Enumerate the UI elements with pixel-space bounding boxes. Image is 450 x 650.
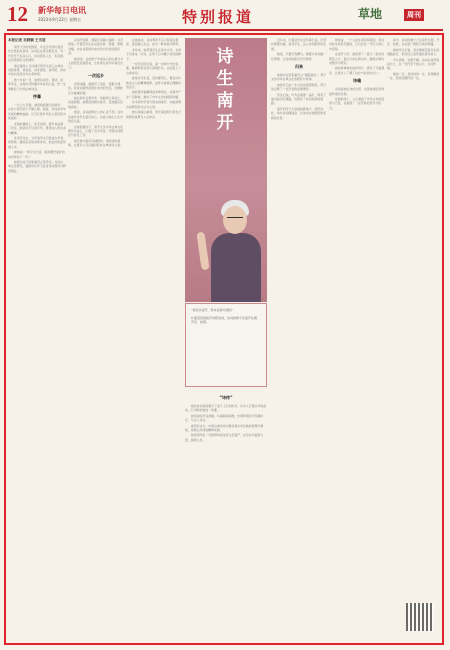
header-rule bbox=[7, 29, 443, 31]
subhead-1: 序幕 bbox=[33, 94, 41, 100]
subhead-4: 归来 bbox=[295, 64, 303, 70]
portrait-glasses bbox=[227, 217, 243, 222]
article-byline: 本报记者 吴晓颖 王书迎 bbox=[8, 38, 46, 42]
brand-sub: 周刊 bbox=[404, 9, 424, 21]
article-column-1: 本报记者 吴晓颖 王书迎 南开大学的校园里，年近百岁的叶嘉莹先生依旧在讲诗，诗词在这里生根发芽，为一代代学子点亮心灯。诗词里有人生，有家国，也有绵延的文化情怀。 她在课堂上以吟诵引领学生进入古典诗词的世界，讲杜甫、讲李商隐、讲苏轼，讲诗中的兴发感动与生命体悟。 数十年如一日，她坚持讲学、著述、培养学生，在海内外传播中华诗词之美，把一生奉献给了中国古典诗词。 序幕 一九七九年春，她回到祖国大陆讲学，从此与南开结下不解之缘。她说，诗词是中华民族的精神血脉，应当让更多年轻人感受其中的美好。 在她的课堂上，座无虚席，窗外也站满了学生。她讲诗不仅讲字句，更讲诗人的生命与精神。 许多年过去，当年的学生已经成为学者和教师，继续在各地讲授诗词，把这份热爱传递下去。 她常说：“我平生志意，就是要把美好的诗词传给下一代。” 她捐出自己的积蓄设立奖学金，支持古典文化研究，鼓励年轻学子投身诗词教育与研究事业。 bbox=[8, 38, 66, 173]
paper-name: 新华每日电讯 bbox=[38, 6, 86, 15]
person-portrait bbox=[205, 200, 261, 302]
portrait-body bbox=[211, 233, 261, 302]
caption-line-2: 叶嘉莹回到南开讲授诗词，诗词的种子在南开生根、开花、结果。 bbox=[191, 315, 261, 325]
brand-name: 草地 bbox=[358, 7, 383, 21]
article-column-2: 在南开园里，迦陵学舍静立湖畔，书声琅琅。叶嘉莹先生在这里会客、授课、整理书稿，也在这里接待来自四方的诗词爱好者。 她讲诗，总能把千年前诗人的心绪与今人的感受连接起来，让听者在诗句中看见自己。 一次返乡 回望来路，她经历了战乱、离散与漂泊，但诗词始终是她生命中的光亮，支撑她走过重重困境。 她在海外任教多年，却始终心系故土。每逢假期，她都回到国内讲学，足迹遍及各地高校。 她说，诗词能够让人的心灵不死。这句话被许多学生铭记在心，也成为他们人生中的座右铭。 在她的推动下，南开大学中华古典文化研究所成立，汇聚了众多学者，开展诗词研究与普及工作。 她还参与编写吟诵教材，录制讲座视频，让更多人可以随时聆听古典诗词之美。 bbox=[68, 38, 124, 148]
subhead-2: 一次返乡 bbox=[88, 72, 104, 78]
subhead-3: “诗传” bbox=[219, 395, 233, 400]
article-column-7: 如今，诗词的种子已在南开生根、开花、结果，也在更广阔的天地间传播。 她的学生们说，将会继续沿着先生的道路前行，把诗词之美传递给更多的人。 岁月流转，弦歌不辍。诗词在南开的讲台上，在一代代学子的心中，永远传唱。 她的一生，是诗词的一生，是奉献的一生，是家国情怀的一生。 bbox=[387, 38, 440, 81]
photo-title: 诗生南开 bbox=[216, 47, 234, 133]
page-number: 12 bbox=[7, 2, 28, 26]
article-column-5: 近年来，叶嘉莹先生虽年事已高，仍坚持整理书稿，指导学生，关心诗词教育的发展。 她说，只要还有精力，就要为诗词做一些事情，让诗词的薪火代代相传。 归来 她捐出全部积蓄设立“迦陵基金”，用于支持中华古典文化的研究与传承。 她把自己的一生与诗词紧紧相连，用行动诠释了一位学者的家国情怀。 学生们说，叶先生就像一盏灯，照亮了他们前行的道路，也照亮了诗词传承的道路。 南开的学子们在她的影响下，组织诗社，举办诗词朗诵会，让诗词在校园里焕发新的生机。 bbox=[271, 38, 327, 120]
article-column-6: 她常说，一个人的生命是有限的，但诗词的生命是无限的，它们会在一代代人的心中延续。 在南开大学，她培养了一批又一批诗词研究人才，他们分布在海内外，继续从事诗词教学与研究。 她的故事被拍成纪录片，感动了无数观众，让更多人了解了这位“诗词的女儿”。 诗魂 诗词是她生命的全部，也是她留给世界最珍贵的礼物。 在她的身上，人们看到了中华文化的温度与力量，也看到了一位学者的坚守与担当。 bbox=[329, 38, 385, 110]
article-column-4: “诗传” 她的诗词讲座吸引了成千上万的听众，许多人专程从外地赶来，只为聆听她的一堂课。 她讲诗时声音清朗，吟诵抑扬顿挫，仿佛带领听众穿越时空，与古人对话。 她坚持认为，中国古典诗词中蕴含着中华民族的智慧与情感，是我们共同的精神家园。 她希望年轻一代能够珍视这份文化遗产，在诗词中汲取力量，涵养心灵。 bbox=[185, 395, 267, 442]
article-column-3: 在她看来，诗词教育不应只停留在课堂，更应融入生活，成为一种审美与修养。 多年来，她带领学生走进中小学，为孩子们讲诗、吟诗，在孩子心中播下诗词的种子。 一位学生回忆说，第一次听叶先生讲课，就被那份从容与深情打动，从此爱上了古典诗词。 她常对学生说，读诗要用心，要在诗中体会古人的精神境界，这样才能真正理解诗的意义。 她的著作被翻译成多种语言，在海外产生广泛影响，推动了中华文化的国际传播。 许多海外学者专程来到南开，向她请教诗词研究的方法与心得。 她总是耐心解答，毫无保留地分享自己的研究成果与人生体会。 bbox=[126, 38, 182, 119]
qr-code bbox=[406, 603, 434, 631]
newspaper-header bbox=[0, 0, 450, 28]
feature-photo bbox=[185, 38, 267, 302]
subhead-5: 诗魂 bbox=[353, 78, 361, 84]
section-title: 特别报道 bbox=[182, 8, 255, 26]
raised-hand bbox=[196, 232, 209, 271]
caption-line-1: “我是从南开，原本在海外漂泊” bbox=[191, 308, 234, 312]
paper-date: 2023年9月22日 星期五 bbox=[38, 17, 82, 22]
photo-caption bbox=[185, 303, 267, 387]
